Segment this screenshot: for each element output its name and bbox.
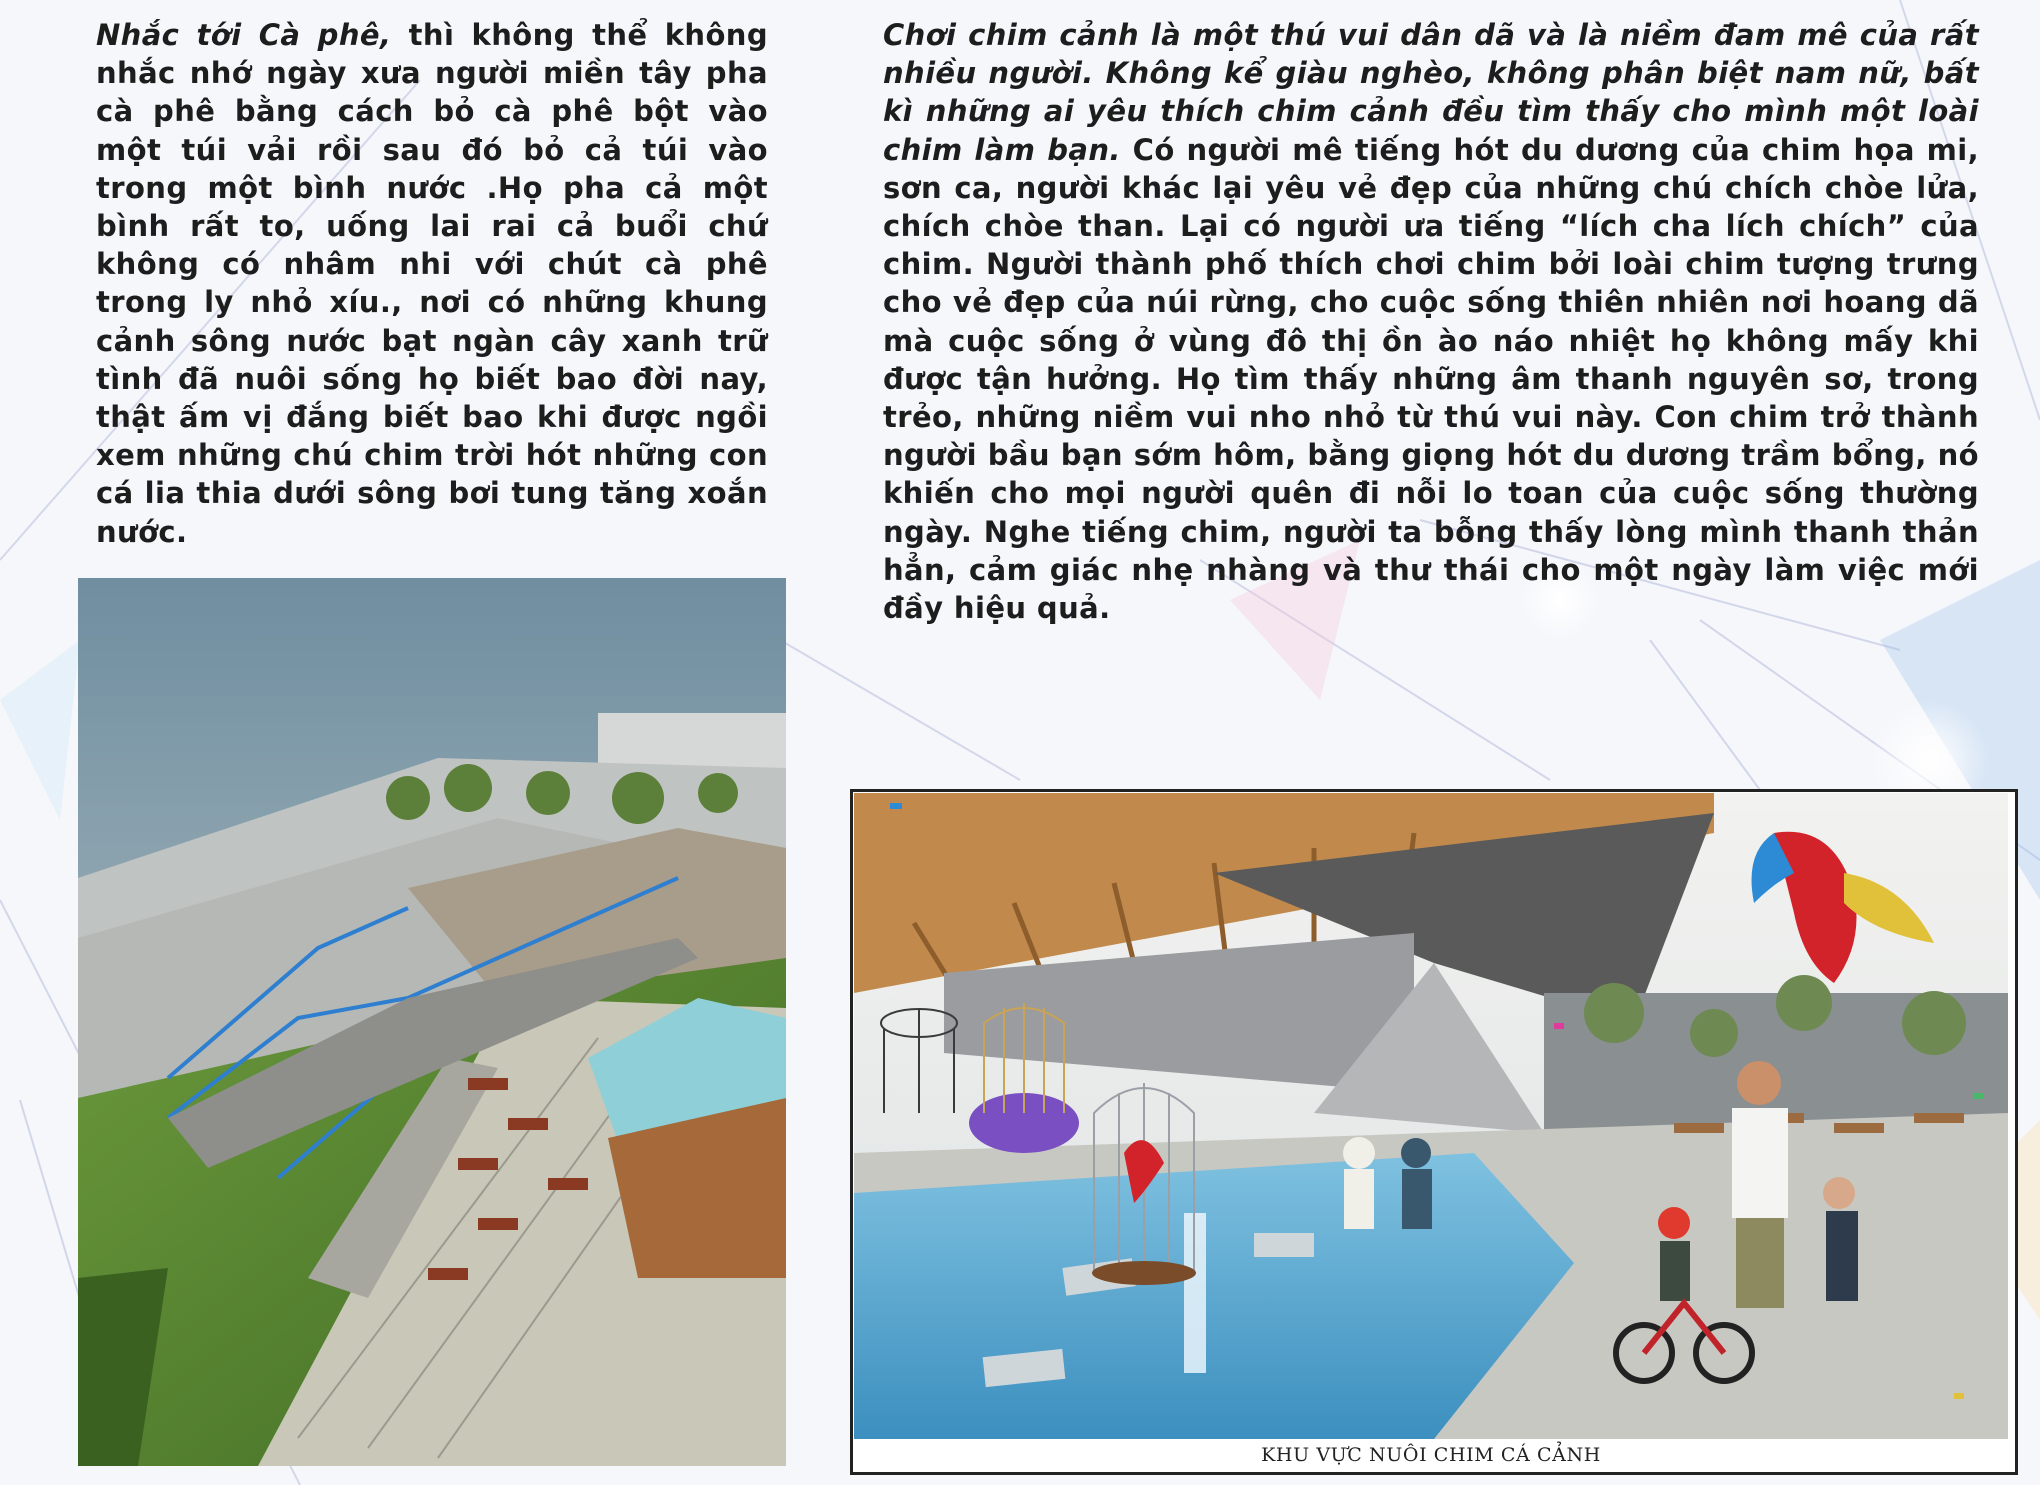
left-lead-text: Nhắc tới Cà phê, [96, 18, 392, 52]
left-body-text: thì không thể không nhắc nhớ ngày xưa người miền tây pha cà phê bằng cách bỏ cà phê bột vào một túi vải rồi sau đó bỏ cả túi vào trong một bình nước .Họ pha cả một bình rất to, uống lai rai cả buổi chứ không có nhâm nhi với chút cà phê trong ly nhỏ xíu., nơi có những khung cảnh sông nước bạt ngàn cây xanh trữ tình đã nuôi sống họ biết bao đời nay, thật ấm vị đắng biết bao khi được ngồi xem những chú chim trời hót những con cá lia thia dưới sông bơi tung tăng xoắn nước. [96, 18, 768, 549]
right-body-text: Có người mê tiếng hót du dương của chim họa mi, sơn ca, người khác lại yêu vẻ đẹp của những chú chích chòe lửa, chích chòe than. Lại có người ưa tiếng “lích cha lích chích” của chim. Người thành phố thích chơi chim bởi loài chim tượng trưng cho vẻ đẹp của núi rừng, cho cuộc sống thiên nhiên nơi hoang dã mà cuộc sống ở vùng đô thị ồn ào náo nhiệt họ không mấy khi được tận hưởng. Họ tìm thấy những âm thanh nguyên sơ, trong trẻo, những niềm vui nho nhỏ từ thú vui này. Con chim trở thành người bầu bạn sớm hôm, bằng giọng hót du dương trầm bổng, nó khiến cho mọi người quên đi nỗi lo toan của cuộc sống thường ngày. Nghe tiếng chim, người ta bỗng thấy lòng mình thanh thản hẳn, cảm giác nhẹ nhàng và thư thái cho một ngày làm việc mới đầy hiệu quả. [883, 132, 1979, 626]
right-lead-text: Chơi chim cảnh là một thú vui dân dã và là niềm đam mê của rất nhiều người. Không kể giàu nghèo, không phân biệt nam nữ, bất kì những ai yêu thích chim cảnh đều tìm thấy cho mình một loài chim làm bạn. [883, 18, 1979, 167]
rooftop-cafe-rendering [78, 578, 786, 1466]
bird-area-rendering [854, 793, 2008, 1439]
left-text-column [96, 16, 768, 551]
figure-caption: KHU VỰC NUÔI CHIM CÁ CẢNH [1261, 1444, 1601, 1466]
right-text-column [883, 16, 1979, 627]
